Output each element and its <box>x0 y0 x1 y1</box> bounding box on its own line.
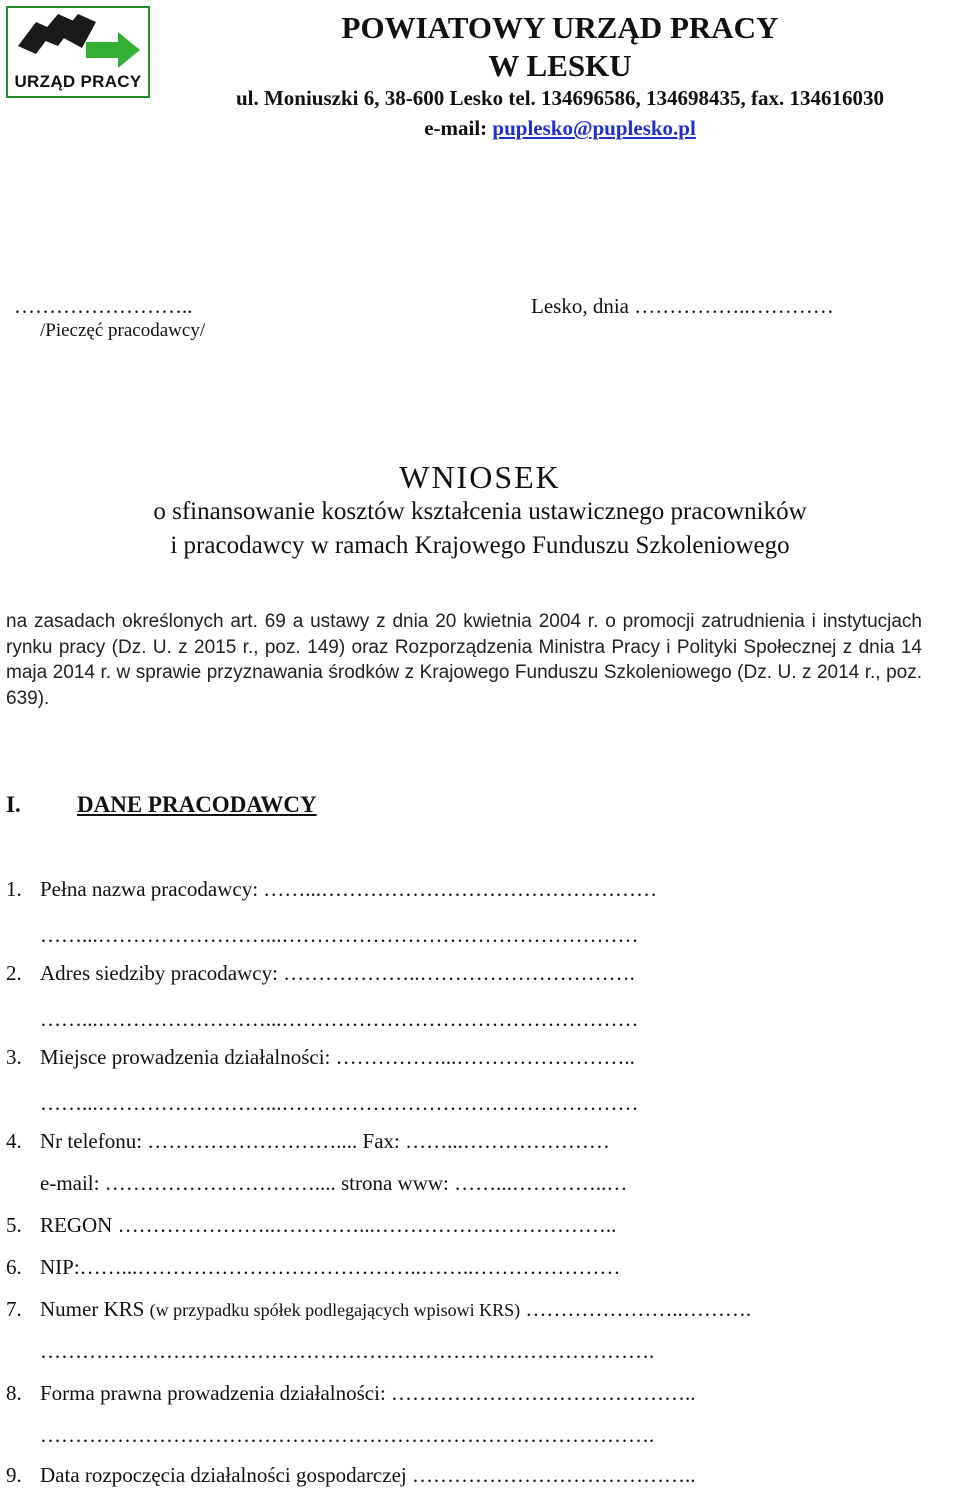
email-label: e-mail: <box>424 116 493 140</box>
field-number: 3. <box>6 1045 22 1069</box>
field-number: 1. <box>6 877 22 901</box>
field-number: 8. <box>6 1381 22 1405</box>
field-address-continuation: ……...……………………...…………………………………………… <box>40 1007 639 1031</box>
date-field: Lesko, dnia ……………..………… <box>531 294 834 318</box>
field-regon <box>6 1213 616 1238</box>
field-text: NIP:……...…………………………………..……..………………… <box>40 1255 621 1279</box>
field-number: 7. <box>6 1297 22 1321</box>
field-business-location <box>6 1045 635 1070</box>
field-email-www: e-mail: ………………………….... strona www: ……...…………..… <box>40 1171 628 1195</box>
field-full-name-continuation: ……...……………………...…………………………………………… <box>40 923 639 947</box>
field-text: Data rozpoczęcia działalności gospodarczej ………………………………….. <box>40 1463 696 1487</box>
field-number: 9. <box>6 1463 22 1487</box>
section-title: DANE PRACODAWCY <box>77 792 317 817</box>
field-krs-continuation: ……………………………………………………………………………. <box>40 1339 655 1363</box>
logo-emblem-icon <box>8 8 148 74</box>
office-name-line2: W LESKU <box>488 48 632 83</box>
email-link[interactable]: puplesko@puplesko.pl <box>492 116 696 140</box>
office-email-line <box>150 116 960 141</box>
legal-basis-paragraph: na zasadach określonych art. 69 a ustawy z dnia 20 kwietnia 2004 r. o promocji zatrudnienia i instytucjach rynku pracy (Dz. U. z 2015 r., poz. 149) oraz Rozporządzenia Ministra Pracy i Polityki Społecznej z dnia 14 maja 2014 r. w sprawie przyznawania środków z Krajowego Funduszu Szkoleniowego (Dz. U. z 2014 r., poz. 639). <box>6 611 922 709</box>
section-number: I. <box>6 792 21 817</box>
field-business-location-continuation: ……...……………………...…………………………………………… <box>40 1091 639 1115</box>
field-number: 4. <box>6 1129 22 1153</box>
field-legal-form <box>6 1381 696 1406</box>
field-text: Miejsce prowadzenia działalności: ……………...…………………….. <box>40 1045 635 1069</box>
field-text: REGON …………………..…………...…………………………….. <box>40 1213 617 1237</box>
field-text: Forma prawna prowadzenia działalności: …………………………………….. <box>40 1381 696 1405</box>
field-full-name <box>6 877 657 902</box>
field-start-date <box>6 1463 695 1488</box>
field-number: 6. <box>6 1255 22 1279</box>
field-krs-note: (w przypadku spółek podlegających wpisowi KRS) <box>149 1300 521 1320</box>
field-text: Numer KRS <box>40 1297 150 1321</box>
document-subtitle-line1: o sfinansowanie kosztów kształcenia ustawicznego pracowników <box>153 498 807 525</box>
field-text: Adres siedziby pracodawcy: ………………..…………………………. <box>40 961 635 985</box>
logo-text: URZĄD PRACY <box>14 72 142 91</box>
field-krs-dots: …………………..………. <box>520 1297 752 1321</box>
logo <box>6 6 150 98</box>
field-address <box>6 961 635 986</box>
field-number: 5. <box>6 1213 22 1237</box>
field-phone-fax <box>6 1129 610 1154</box>
field-text: Nr telefonu: ……………………….... Fax: ……...………………… <box>40 1129 610 1153</box>
document-subtitle-line2: i pracodawcy w ramach Krajowego Funduszu Szkoleniowego <box>170 532 790 559</box>
document-title: WNIOSEK <box>399 459 561 495</box>
field-number: 2. <box>6 961 22 985</box>
office-name-line1: POWIATOWY URZĄD PRACY <box>341 10 779 45</box>
field-nip <box>6 1255 620 1280</box>
field-legal-form-continuation: ……………………………………………………………………………. <box>40 1423 655 1447</box>
field-krs <box>6 1297 751 1323</box>
stamp-label: /Pieczęć pracodawcy/ <box>40 320 206 341</box>
field-text: Pełna nazwa pracodawcy: ……...………………………………………… <box>40 877 658 901</box>
office-address: ul. Moniuszki 6, 38-600 Lesko tel. 134696586, 134698435, fax. 134616030 <box>235 86 885 110</box>
stamp-dots: …………………….. <box>14 294 193 318</box>
